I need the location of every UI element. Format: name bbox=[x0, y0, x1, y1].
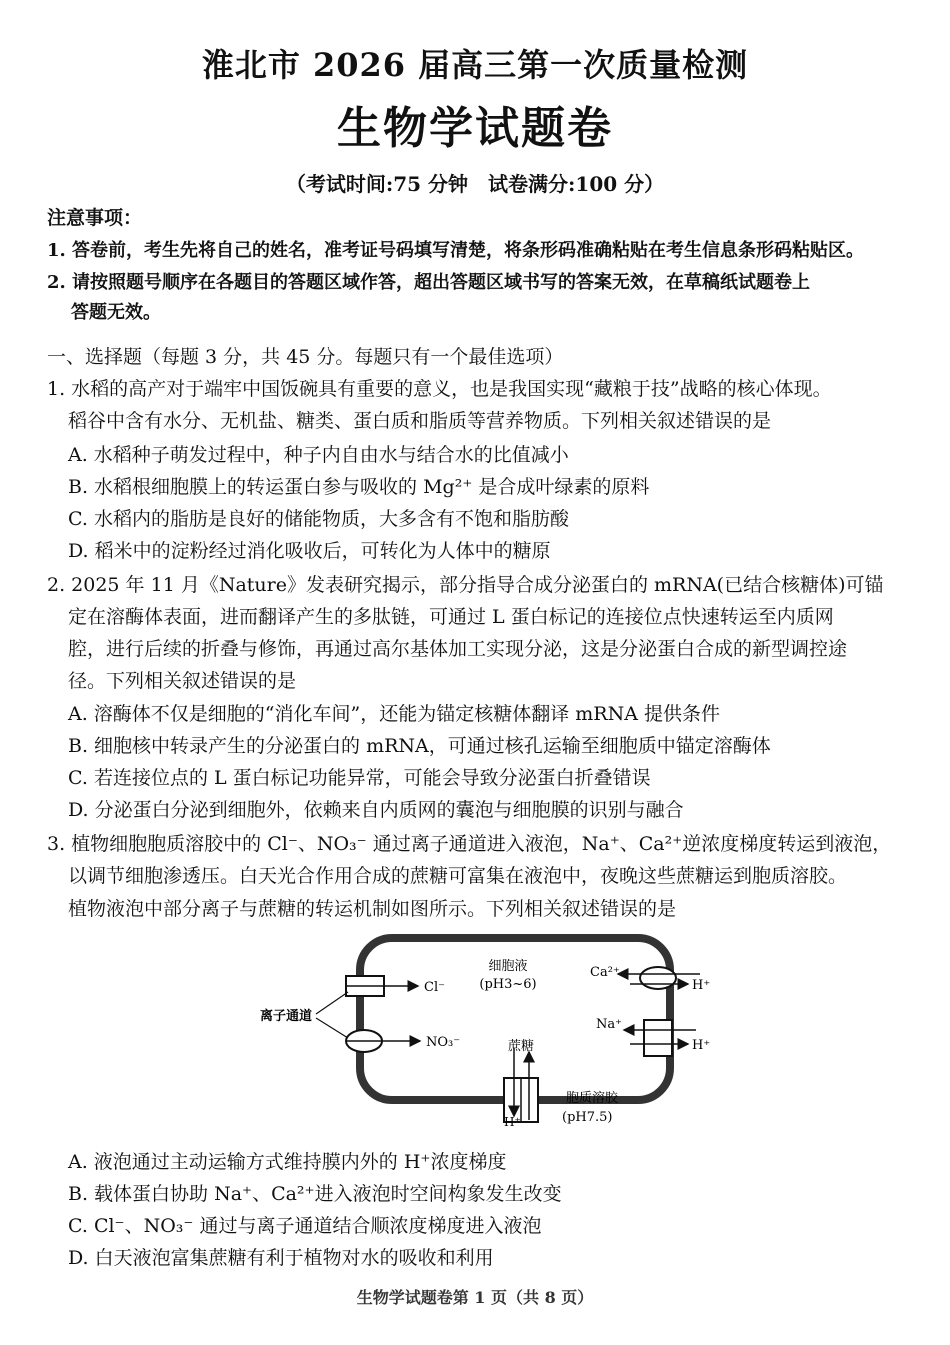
option-d: D. 白天液泡富集蔗糖有利于植物对水的吸收和利用 bbox=[68, 1247, 494, 1269]
ion-channel-label: 离子通道 bbox=[260, 1009, 313, 1024]
exam-title: 淮北市 2026 届高三第一次质量检测 bbox=[201, 46, 749, 84]
note-item: 答题无效。 bbox=[71, 302, 161, 323]
vacuole-transport-diagram bbox=[250, 930, 730, 1130]
ion-channel-pointer bbox=[316, 992, 348, 1014]
option-b: B. 载体蛋白协助 Na⁺、Ca²⁺进入液泡时空间构象发生改变 bbox=[68, 1183, 562, 1205]
cytosol-ph-label: (pH7.5) bbox=[562, 1110, 613, 1125]
paper-title: 生物学试题卷 bbox=[337, 103, 613, 154]
cytosol-label: 胞质溶胶 bbox=[566, 1091, 619, 1106]
ca-label: Ca²⁺ bbox=[590, 965, 620, 980]
question-stem: 定在溶酶体表面，进而翻译产生的多肽链，可通过 L 蛋白标记的连接位点快速转运至内质网 bbox=[68, 606, 834, 628]
option-a: A. 溶酶体不仅是细胞的“消化车间”，还能为锚定核糖体翻译 mRNA 提供条件 bbox=[68, 703, 720, 725]
question-stem: 1. 水稻的高产对于端牢中国饭碗具有重要的意义，也是我国实现“藏粮于技”战略的核心体现。 bbox=[47, 378, 832, 400]
question-stem: 径。下列相关叙述错误的是 bbox=[68, 670, 297, 692]
page-footer: 生物学试题卷第 1 页（共 8 页） bbox=[356, 1288, 594, 1307]
question-stem: 3. 植物细胞胞质溶胶中的 Cl⁻、NO₃⁻ 通过离子通道进入液泡，Na⁺、Ca²⁺逆浓度梯度转运到液泡， bbox=[47, 833, 892, 855]
sucrose-label: 蔗糖 bbox=[508, 1039, 535, 1054]
h-top-label: H⁺ bbox=[692, 978, 711, 993]
exam-info: （考试时间:75 分钟 试卷满分:100 分） bbox=[285, 172, 665, 196]
cell-sap-label: 细胞液 bbox=[488, 959, 528, 974]
option-c: C. 水稻内的脂肪是良好的储能物质，大多含有不饱和脂肪酸 bbox=[68, 508, 569, 530]
notes-heading: 注意事项： bbox=[47, 207, 143, 229]
note-item: 2. 请按照题号顺序在各题目的答题区域作答，超出答题区域书写的答案无效，在草稿纸试题卷上 bbox=[47, 272, 811, 293]
na-transporter-icon bbox=[644, 1020, 672, 1056]
question-stem: 以调节细胞渗透压。白天光合作用合成的蔗糖可富集在液泡中，夜晚这些蔗糖运到胞质溶胶。 bbox=[68, 865, 848, 887]
section-heading: 一、选择题（每题 3 分，共 45 分。每题只有一个最佳选项） bbox=[47, 346, 564, 368]
note-item: 1. 答卷前，考生先将自己的姓名，准考证号码填写清楚，将条形码准确粘贴在考生信息条形码粘贴区。 bbox=[47, 240, 865, 261]
na-label: Na⁺ bbox=[596, 1017, 622, 1032]
no3-label: NO₃⁻ bbox=[426, 1035, 461, 1050]
question-stem: 腔，进行后续的折叠与修饰，再通过高尔基体加工实现分泌，这是分泌蛋白合成的新型调控途 bbox=[68, 638, 848, 660]
h-mid-label: H⁺ bbox=[692, 1038, 711, 1053]
option-c: C. 若连接位点的 L 蛋白标记功能异常，可能会导致分泌蛋白折叠错误 bbox=[68, 767, 651, 789]
question-stem: 2. 2025 年 11 月《Nature》发表研究揭示，部分指导合成分泌蛋白的 mRNA(已结合核糖体)可锚 bbox=[47, 574, 884, 596]
cl-label: Cl⁻ bbox=[424, 980, 445, 995]
ca-transporter-icon bbox=[640, 967, 676, 989]
question-stem: 稻谷中含有水分、无机盐、糖类、蛋白质和脂质等营养物质。下列相关叙述错误的是 bbox=[68, 410, 772, 432]
h-bottom-label: H⁺ bbox=[504, 1115, 521, 1129]
question-stem: 植物液泡中部分离子与蔗糖的转运机制如图所示。下列相关叙述错误的是 bbox=[68, 898, 677, 920]
option-d: D. 分泌蛋白分泌到细胞外，依赖来自内质网的囊泡与细胞膜的识别与融合 bbox=[68, 799, 684, 821]
option-b: B. 水稻根细胞膜上的转运蛋白参与吸收的 Mg²⁺ 是合成叶绿素的原料 bbox=[68, 476, 650, 498]
option-b: B. 细胞核中转录产生的分泌蛋白的 mRNA，可通过核孔运输至细胞质中锚定溶酶体 bbox=[68, 735, 771, 757]
option-a: A. 水稻种子萌发过程中，种子内自由水与结合水的比值减小 bbox=[68, 444, 569, 466]
ion-channel-pointer bbox=[316, 1018, 348, 1038]
option-d: D. 稻米中的淀粉经过消化吸收后，可转化为人体中的糖原 bbox=[68, 540, 551, 562]
cell-sap-ph-label: (pH3~6) bbox=[479, 977, 537, 992]
option-c: C. Cl⁻、NO₃⁻ 通过与离子通道结合顺浓度梯度进入液泡 bbox=[68, 1215, 542, 1237]
option-a: A. 液泡通过主动运输方式维持膜内外的 H⁺浓度梯度 bbox=[68, 1151, 507, 1173]
